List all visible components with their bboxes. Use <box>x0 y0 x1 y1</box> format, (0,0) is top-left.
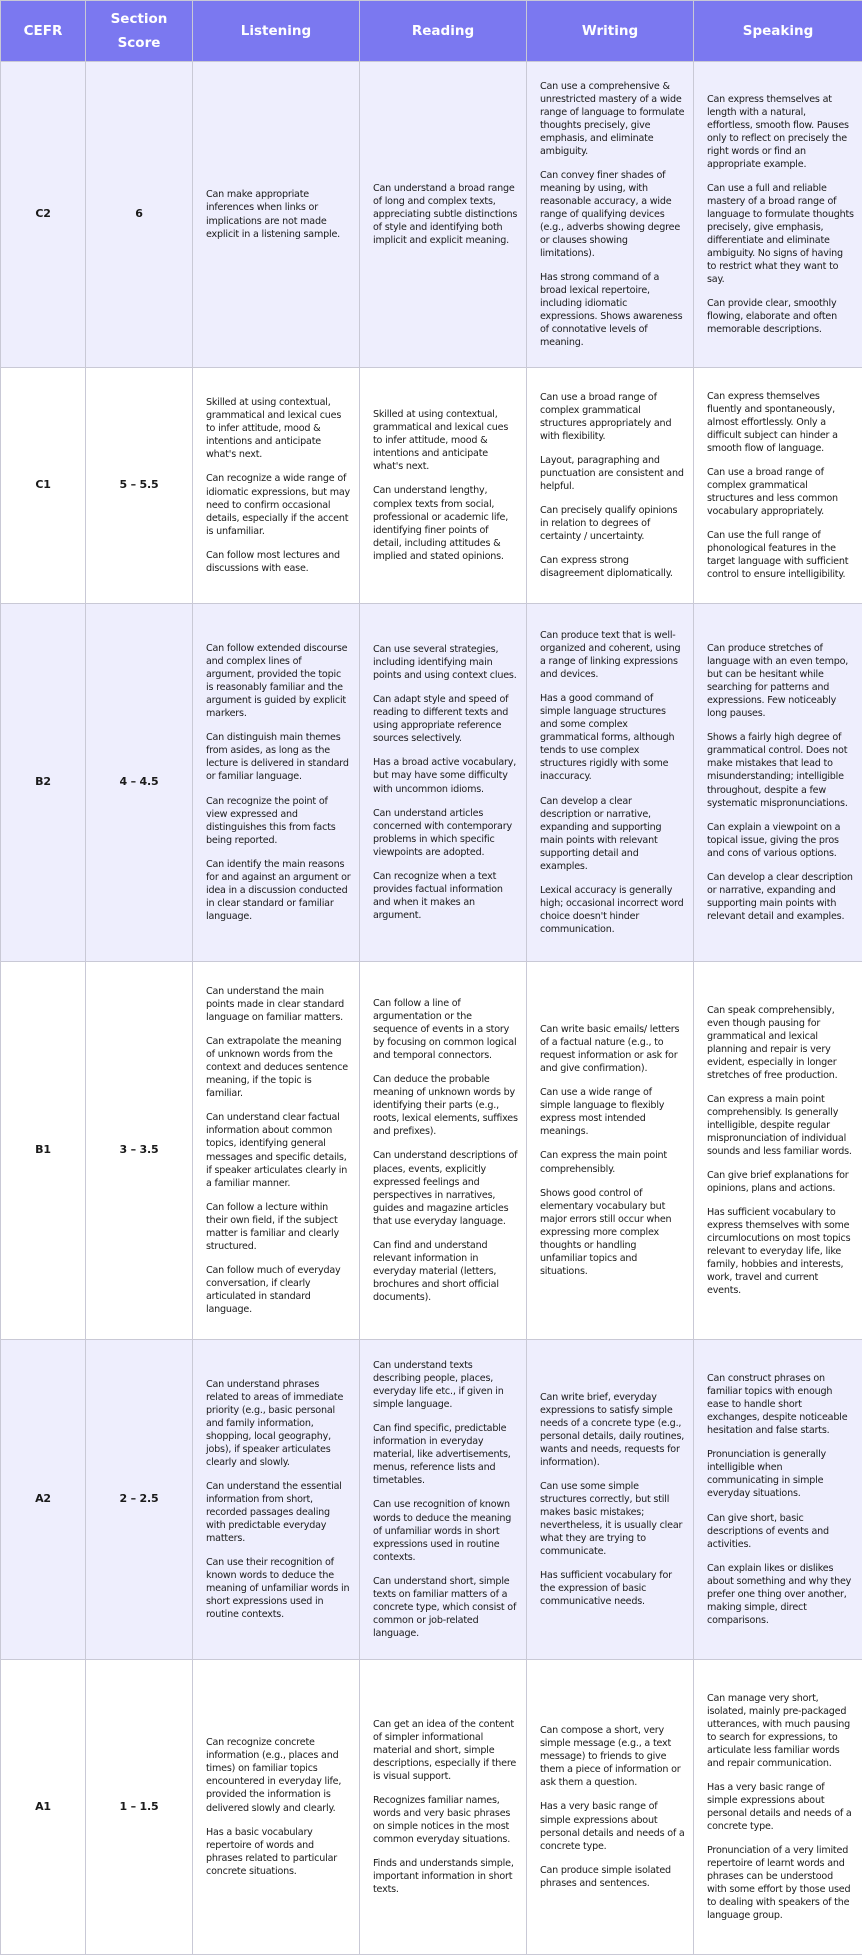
speaking-descriptor: Can use a full and reliable mastery of a broad range of language to formulate thoughts precisely, give emphasis, differentiate and eliminate ambiguity. No signs of having to restrict what they want to say. <box>707 182 854 286</box>
writing-descriptor: Can compose a short, very simple message (e.g., a text message) to friends to give them a piece of information or ask them a question. <box>540 1725 681 1789</box>
writing-descriptor: Can write brief, everyday expressions to satisfy simple needs of a concrete type (e.g., personal details, daily routines, wants and needs, requests for information). <box>540 1391 685 1468</box>
level-row-c2 <box>1 62 862 368</box>
header-row <box>1 1 862 62</box>
speaking-descriptor: Can explain a viewpoint on a topical issue, giving the pros and cons of various options. <box>707 821 841 859</box>
speaking-cell <box>694 62 862 368</box>
speaking-descriptor: Has sufficient vocabulary to express themselves with some circumlocutions on most topics relevant to everyday life, like family, hobbies and interests, work, travel and current events. <box>707 1207 851 1297</box>
speaking-descriptor: Can express themselves at length with a natural, effortless, smooth flow. Pauses only to reflect on precisely the right words or find an appropriate example. <box>707 93 849 170</box>
writing-cell <box>527 604 694 962</box>
reading-descriptor: Can understand descriptions of places, events, explicitly expressed feelings and perspectives in narratives, guides and magazine articles that use everyday language. <box>373 1150 518 1227</box>
listening-cell <box>193 1340 360 1660</box>
level-row-a2 <box>1 1340 862 1660</box>
writing-descriptor: Can express the main point comprehensibly. <box>540 1150 667 1175</box>
listening-descriptor: Can follow a lecture within their own field, if the subject matter is familiar and clearly structured. <box>206 1201 339 1252</box>
speaking-descriptor: Can explain likes or dislikes about something and why they prefer one thing over another, making simple, direct comparisons. <box>707 1562 852 1626</box>
header-cefr: CEFR <box>1 1 86 62</box>
reading-descriptor: Can understand a broad range of long and complex texts, appreciating subtle distinctions of style and identifying both implicit and explicit meaning. <box>373 182 518 247</box>
speaking-descriptor: Can use the full range of phonological features in the target language with sufficient control to ensure intelligibility. <box>707 530 849 581</box>
section-score: 2 – 2.5 <box>86 1340 193 1660</box>
listening-cell <box>193 368 360 604</box>
header-listening: Listening <box>193 1 360 62</box>
reading-descriptor: Can follow a line of argumentation or the sequence of events in a story by focusing on common logical and temporal connectors. <box>373 998 517 1062</box>
speaking-cell <box>694 1340 862 1660</box>
listening-descriptor: Can recognize the point of view expressed and distinguishes this from facts being reported. <box>206 795 336 846</box>
reading-descriptor: Can deduce the probable meaning of unknown words by identifying their parts (e.g., roots, lexical elements, suffixes and prefixes). <box>373 1074 518 1138</box>
listening-descriptor: Can recognize concrete information (e.g., places and times) on familiar topics encountered in everyday life, provided the information is delivered slowly and clearly. <box>206 1737 342 1814</box>
listening-descriptor: Can recognize a wide range of idiomatic expressions, but may need to confirm occasional details, especially if the accent is unfamiliar. <box>206 473 350 537</box>
listening-descriptor: Can follow extended discourse and complex lines of argument, provided the topic is reasonably familiar and the argument is guided by explicit markers. <box>206 643 348 720</box>
writing-cell <box>527 62 694 368</box>
speaking-descriptor: Can use a broad range of complex grammatical structures and less common vocabulary appropriately. <box>707 466 838 518</box>
speaking-descriptor: Pronunciation is generally intelligible when communicating in simple everyday situations. <box>707 1449 827 1500</box>
reading-cell <box>360 368 527 604</box>
speaking-cell <box>694 368 862 604</box>
writing-cell <box>527 1340 694 1660</box>
reading-descriptor: Can recognize when a text provides factual information and when it makes an argument. <box>373 870 503 921</box>
listening-descriptor: Can use their recognition of known words to deduce the meaning of unfamiliar words in short expressions used in routine contexts. <box>206 1557 350 1621</box>
listening-descriptor: Has a basic vocabulary repertoire of words and phrases related to particular concrete situations. <box>206 1826 337 1877</box>
listening-descriptor: Can identify the main reasons for and against an argument or idea in a discussion conducted in clear standard or familiar language. <box>206 858 351 922</box>
listening-cell <box>193 962 360 1340</box>
level-row-b2 <box>1 604 862 962</box>
header-reading: Reading <box>360 1 527 62</box>
speaking-descriptor: Can express themselves fluently and spontaneously, almost effortlessly. Only a difficult subject can hinder a smooth flow of language. <box>707 390 838 454</box>
speaking-descriptor: Can express a main point comprehensibly. Is generally intelligible, despite regular mispronunciation of individual sounds and less familiar words. <box>707 1093 852 1157</box>
speaking-descriptor: Has a very basic range of simple expressions about personal details and needs of a concrete type. <box>707 1781 852 1833</box>
reading-descriptor: Can adapt style and speed of reading to different texts and using appropriate reference sources selectively. <box>373 694 509 745</box>
listening-descriptor: Can follow most lectures and discussions with ease. <box>206 549 340 574</box>
cefr-level: B1 <box>1 962 86 1340</box>
reading-descriptor: Can find and understand relevant information in everyday material (letters, brochures and short official documents). <box>373 1239 499 1303</box>
writing-descriptor: Has a very basic range of simple expressions about personal details and needs of a concrete type. <box>540 1801 685 1852</box>
reading-descriptor: Can understand articles concerned with contemporary problems in which specific viewpoints are adopted. <box>373 807 512 858</box>
section-score: 4 – 4.5 <box>86 604 193 962</box>
reading-descriptor: Skilled at using contextual, grammatical and lexical cues to infer attitude, mood & intentions and anticipate what's next. <box>373 409 509 473</box>
writing-descriptor: Can convey finer shades of meaning by using, with reasonable accuracy, a wide range of qualifying devices (e.g., adverbs showing degree or clauses showing limitations). <box>540 169 681 260</box>
listening-descriptor: Can understand the main points made in clear standard language on familiar matters. <box>206 985 345 1024</box>
listening-descriptor: Can understand phrases related to areas of immediate priority (e.g., basic personal and family information, shopping, local geography, jobs), if speaker articulates clearly and slowly. <box>206 1378 344 1468</box>
speaking-descriptor: Can produce stretches of language with an even tempo, but can be hesitant while searching for patterns and expressions. Few noticeably long pauses. <box>707 643 849 720</box>
writing-descriptor: Layout, paragraphing and punctuation are consistent and helpful. <box>540 454 684 492</box>
level-row-b1 <box>1 962 862 1340</box>
writing-descriptor: Shows good control of elementary vocabulary but major errors still occur when expressing more complex thoughts or handling unfamiliar topics and situations. <box>540 1187 672 1277</box>
header-section-score: Section Score <box>86 1 193 62</box>
level-row-a1 <box>1 1660 862 1955</box>
writing-descriptor: Can produce simple isolated phrases and sentences. <box>540 1864 671 1889</box>
reading-descriptor: Recognizes familiar names, words and very basic phrases on simple notices in the most common everyday situations. <box>373 1794 511 1846</box>
cefr-level: C1 <box>1 368 86 604</box>
speaking-descriptor: Can develop a clear description or narrative, expanding and supporting main points with relevant detail and examples. <box>707 871 853 922</box>
reading-cell <box>360 1660 527 1955</box>
section-score: 3 – 3.5 <box>86 962 193 1340</box>
listening-descriptor: Skilled at using contextual, grammatical and lexical cues to infer attitude, mood & intentions and anticipate what's next. <box>206 397 342 461</box>
section-score: 1 – 1.5 <box>86 1660 193 1955</box>
section-score: 5 – 5.5 <box>86 368 193 604</box>
writing-descriptor: Can write basic emails/ letters of a factual nature (e.g., to request information or ask for and give confirmation). <box>540 1024 680 1075</box>
header-speaking: Speaking <box>694 1 862 62</box>
speaking-descriptor: Can give short, basic descriptions of events and activities. <box>707 1512 829 1550</box>
reading-descriptor: Can understand short, simple texts on familiar matters of a concrete type, which consist of common or job-related language. <box>373 1575 517 1639</box>
speaking-descriptor: Pronunciation of a very limited repertoire of learnt words and phrases can be understood with some effort by those used to dealing with speakers of the language group. <box>707 1845 851 1922</box>
reading-descriptor: Can understand lengthy, complex texts from social, professional or academic life, identifying finer points of detail, including attitudes & implied and stated opinions. <box>373 485 509 562</box>
listening-descriptor: Can distinguish main themes from asides, as long as the lecture is delivered in standard or familiar language. <box>206 732 349 783</box>
header-writing: Writing <box>527 1 694 62</box>
writing-descriptor: Can produce text that is well-organized and coherent, using a range of linking expressions and devices. <box>540 630 681 681</box>
cefr-level: A1 <box>1 1660 86 1955</box>
cefr-level: C2 <box>1 62 86 368</box>
reading-descriptor: Can understand texts describing people, places, everyday life etc., if given in simple language. <box>373 1360 504 1411</box>
speaking-descriptor: Can speak comprehensibly, even though pausing for grammatical and lexical planning and repair is very evident, especially in longer stretches of free production. <box>707 1004 838 1081</box>
writing-cell <box>527 1660 694 1955</box>
writing-descriptor: Has a good command of simple language structures and some complex grammatical forms, although tends to use complex structures rigidly with some inaccuracy. <box>540 693 675 783</box>
writing-cell <box>527 368 694 604</box>
writing-descriptor: Has sufficient vocabulary for the expression of basic communicative needs. <box>540 1570 672 1608</box>
writing-descriptor: Can express strong disagreement diplomatically. <box>540 555 673 580</box>
speaking-cell <box>694 604 862 962</box>
table-body <box>1 62 862 1955</box>
writing-cell <box>527 962 694 1340</box>
writing-descriptor: Can develop a clear description or narrative, expanding and supporting main points with relevant supporting detail and examples. <box>540 795 662 872</box>
speaking-descriptor: Can provide clear, smoothly flowing, elaborate and often memorable descriptions. <box>707 298 837 336</box>
reading-descriptor: Can use several strategies, including identifying main points and using context clues. <box>373 644 517 682</box>
reading-cell <box>360 1340 527 1660</box>
listening-cell <box>193 62 360 368</box>
listening-descriptor: Can follow much of everyday conversation, if clearly articulated in standard language. <box>206 1264 341 1315</box>
speaking-descriptor: Shows a fairly high degree of grammatical control. Does not make mistakes that lead to misunderstanding; intelligible throughout, despite a few systematic mispronunciations. <box>707 732 848 809</box>
listening-descriptor: Can extrapolate the meaning of unknown words from the context and deduces sentence meaning, if the topic is familiar. <box>206 1036 348 1100</box>
speaking-descriptor: Can construct phrases on familiar topics with enough ease to handle short exchanges, despite noticeable hesitation and false starts. <box>707 1373 848 1437</box>
listening-cell <box>193 1660 360 1955</box>
reading-descriptor: Can find specific, predictable information in everyday material, like advertisements, menus, reference lists and timetables. <box>373 1423 511 1487</box>
speaking-cell <box>694 962 862 1340</box>
listening-descriptor: Can make appropriate inferences when links or implications are not made explicit in a listening sample. <box>206 189 340 240</box>
reading-descriptor: Has a broad active vocabulary, but may have some difficulty with uncommon idioms. <box>373 757 517 795</box>
speaking-descriptor: Can give brief explanations for opinions, plans and actions. <box>707 1170 849 1195</box>
listening-cell <box>193 604 360 962</box>
cefr-level: B2 <box>1 604 86 962</box>
reading-cell <box>360 962 527 1340</box>
cefr-level: A2 <box>1 1340 86 1660</box>
listening-descriptor: Can understand clear factual information about common topics, identifying general messages and specific details, if speaker articulates clearly in a familiar manner. <box>206 1112 348 1189</box>
section-score: 6 <box>86 62 193 368</box>
level-row-c1 <box>1 368 862 604</box>
speaking-cell <box>694 1660 862 1955</box>
speaking-descriptor: Can manage very short, isolated, mainly pre-packaged utterances, with much pausing to search for expressions, to articulate less familiar words and repair communication. <box>707 1692 851 1769</box>
writing-descriptor: Can use a broad range of complex grammatical structures appropriately and with flexibility. <box>540 391 672 442</box>
reading-cell <box>360 604 527 962</box>
writing-descriptor: Can use a wide range of simple language to flexibly express most intended meanings. <box>540 1087 665 1138</box>
reading-descriptor: Finds and understands simple, important information in short texts. <box>373 1858 514 1896</box>
writing-descriptor: Has strong command of a broad lexical repertoire, including idiomatic expressions. Shows awareness of connotative levels of meaning. <box>540 272 683 349</box>
writing-descriptor: Can use some simple structures correctly, but still makes basic mistakes; nevertheless, it is usually clear what they are trying to communicate. <box>540 1480 683 1558</box>
writing-descriptor: Lexical accuracy is generally high; occasional incorrect word choice doesn't hinder communication. <box>540 884 684 935</box>
writing-descriptor: Can precisely qualify opinions in relation to degrees of certainty / uncertainty. <box>540 505 678 543</box>
reading-descriptor: Can get an idea of the content of simpler informational material and short, simple descriptions, especially if there is visual support. <box>373 1718 517 1782</box>
reading-descriptor: Can use recognition of known words to deduce the meaning of unfamiliar words in short expressions used in routine contexts. <box>373 1499 512 1563</box>
writing-descriptor: Can use a comprehensive & unrestricted mastery of a wide range of language to formulate thoughts precisely, give emphasis, and eliminate ambiguity. <box>540 80 685 157</box>
listening-descriptor: Can understand the essential information from short, recorded passages dealing with predictable everyday matters. <box>206 1480 342 1545</box>
reading-cell <box>360 62 527 368</box>
